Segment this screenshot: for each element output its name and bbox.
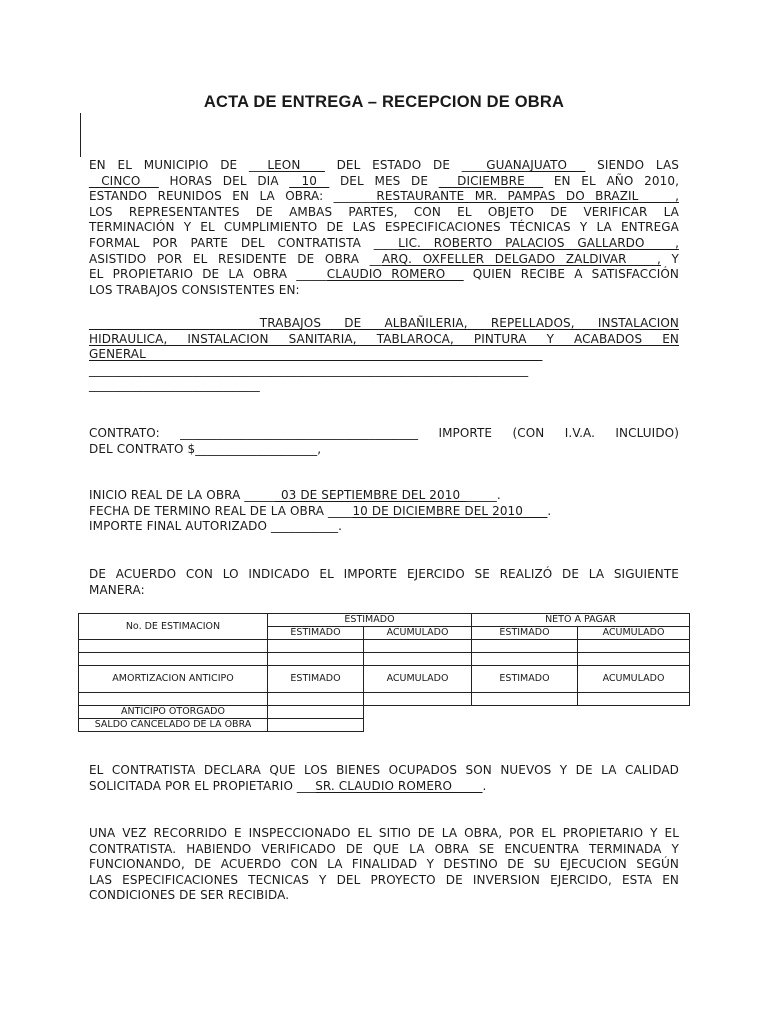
works-line: ____________________________TRABAJOS DE ALBAÑILERIA, REPELLADOS, INSTALACION bbox=[89, 316, 679, 330]
amort-acumulado: ACUMULADO bbox=[578, 666, 690, 693]
intro-line: TERMINACIÓN Y EL CUMPLIMIENTO DE LAS ESPECIFICACIONES TÉCNICAS Y LA ENTREGA bbox=[89, 220, 679, 235]
intro-paragraph bbox=[89, 158, 679, 298]
declaration-line: EL CONTRATISTA DECLARA QUE LOS BIENES OCUPADOS SON NUEVOS Y DE LA CALIDAD bbox=[89, 763, 679, 777]
field-dia: __10__ bbox=[289, 173, 330, 188]
text-cursor bbox=[80, 113, 81, 157]
end-date-line: FECHA DE TERMINO REAL DE LA OBRA ____10 DE DICIEMBRE DEL 2010____. bbox=[89, 503, 552, 518]
dates-paragraph bbox=[89, 488, 679, 535]
intro-line: FORMAL POR PARTE DEL CONTRATISTA ____LIC. ROBERTO PALACIOS GALLARDO_____, bbox=[89, 235, 679, 250]
subheader-acumulado: ACUMULADO bbox=[364, 627, 472, 640]
field-mes: ___DICIEMBRE___ bbox=[438, 173, 544, 188]
field-hora: __CINCO___ bbox=[89, 173, 159, 188]
agreement-paragraph bbox=[89, 567, 679, 598]
declaration-line: SOLICITADA POR EL PROPIETARIO ___SR. CLAUDIO ROMERO_____. bbox=[89, 778, 487, 793]
intro-line: __CINCO___ HORAS DEL DIA __10__ DEL MES DE ___DICIEMBRE___ EN EL AÑO 2010, bbox=[89, 173, 680, 188]
table-row bbox=[79, 640, 690, 653]
intro-line: LOS TRABAJOS CONSISTENTES EN: bbox=[89, 282, 300, 297]
inspection-paragraph bbox=[89, 826, 679, 904]
agreement-line: DE ACUERDO CON LO INDICADO EL IMPORTE EJERCIDO SE REALIZÓ DE LA SIGUIENTE bbox=[89, 567, 679, 581]
field-termino: 10 DE DICIEMBRE DEL 2010____ bbox=[352, 503, 548, 518]
start-date-line: INICIO REAL DE LA OBRA ______03 DE SEPTIEMBRE DEL 2010______. bbox=[89, 488, 501, 502]
field-propietario: CLAUDIO ROMERO___ bbox=[326, 267, 464, 282]
works-paragraph bbox=[89, 316, 679, 394]
intro-line: EL PROPIETARIO DE LA OBRA _____CLAUDIO ROMERO___ QUIEN RECIBE A SATISFACCIÓN bbox=[89, 267, 680, 282]
works-line: ____________________________ bbox=[89, 378, 260, 393]
contract-line: DEL CONTRATO $____________________, bbox=[89, 441, 322, 456]
header-num-estimacion: No. DE ESTIMACION bbox=[79, 614, 268, 640]
field-residente: ARQ. OXFELLER DELGADO ZALDIVAR_____, bbox=[381, 251, 661, 266]
amortization-label: AMORTIZACION ANTICIPO bbox=[79, 666, 268, 693]
table-row bbox=[79, 693, 690, 706]
amort-estimado: ESTIMADO bbox=[268, 666, 364, 693]
document-title: ACTA DE ENTREGA – RECEPCION DE OBRA bbox=[203, 93, 565, 111]
agreement-line: MANERA: bbox=[89, 582, 145, 597]
field-contratista: LIC. ROBERTO PALACIOS GALLARDO_____, bbox=[398, 235, 679, 250]
field-obra: RESTAURANTE MR. PAMPAS DO BRAZIL______, bbox=[376, 189, 679, 204]
subheader-acumulado: ACUMULADO bbox=[578, 627, 690, 640]
saldo-row bbox=[79, 719, 690, 732]
inspection-line: LAS ESPECIFICACIONES TECNICAS Y DEL PROYECTO DE INVERSION EJERCIDO, ESTA EN bbox=[89, 872, 679, 887]
header-neto-a-pagar: NETO A PAGAR bbox=[472, 614, 690, 627]
intro-line: ESTANDO REUNIDOS EN LA OBRA: _______RESTAURANTE MR. PAMPAS DO BRAZIL______, bbox=[89, 189, 679, 204]
works-line: ________________________________________________________________________ bbox=[89, 362, 529, 377]
anticipo-row bbox=[79, 706, 690, 719]
subheader-estimado: ESTIMADO bbox=[268, 627, 364, 640]
intro-line: ASISTIDO POR EL RESIDENTE DE OBRA __ARQ. OXFELLER DELGADO ZALDIVAR_____, Y bbox=[89, 251, 679, 266]
works-line: HIDRAULICA, INSTALACION SANITARIA, TABLAROCA, PINTURA Y ACABADOS EN bbox=[89, 331, 679, 346]
table-row bbox=[79, 653, 690, 666]
works-line: GENERAL_________________________________________________________________ bbox=[89, 347, 543, 362]
amort-acumulado: ACUMULADO bbox=[364, 666, 472, 693]
final-amount-line: IMPORTE FINAL AUTORIZADO ___________. bbox=[89, 519, 342, 534]
saldo-label: SALDO CANCELADO DE LA OBRA bbox=[79, 719, 268, 732]
field-propietario-declaracion: SR. CLAUDIO ROMERO_____ bbox=[315, 778, 483, 793]
estimation-table bbox=[78, 613, 690, 732]
inspection-line: UNA VEZ RECORRIDO E INSPECCIONADO EL SITIO DE LA OBRA, POR EL PROPIETARIO Y EL bbox=[89, 826, 679, 840]
subheader-estimado: ESTIMADO bbox=[472, 627, 578, 640]
field-municipio: LEON____ bbox=[267, 158, 325, 172]
intro-line: LOS REPRESENTANTES DE AMBAS PARTES, CON EL OBJETO DE VERIFICAR LA bbox=[89, 204, 679, 219]
contract-paragraph bbox=[89, 426, 679, 457]
inspection-line: FUNCIONANDO, DE ACUERDO CON LA FINALIDAD Y DESTINO DE SU EJECUCION SEGÚN bbox=[89, 857, 679, 872]
amortization-row bbox=[79, 666, 690, 693]
header-estimado: ESTIMADO bbox=[268, 614, 472, 627]
inspection-line: CONDICIONES DE SER RECIBIDA. bbox=[89, 888, 290, 903]
field-estado: GUANAJUATO___ bbox=[486, 158, 586, 172]
anticipo-label: ANTICIPO OTORGADO bbox=[79, 706, 268, 719]
declaration-paragraph bbox=[89, 763, 679, 794]
intro-line: EN EL MUNICIPIO DE ___LEON____ DEL ESTADO DE ____GUANAJUATO___ SIENDO LAS bbox=[89, 158, 679, 172]
contract-line: CONTRATO: _______________________________________ IMPORTE (CON I.V.A. INCLUIDO) bbox=[89, 426, 679, 440]
field-inicio: _03 DE SEPTIEMBRE DEL 2010_ bbox=[274, 488, 467, 502]
amort-estimado: ESTIMADO bbox=[472, 666, 578, 693]
inspection-line: CONTRATISTA. HABIENDO VERIFICADO DE QUE LA OBRA SE ENCUENTRA TERMINADA Y bbox=[89, 841, 679, 856]
